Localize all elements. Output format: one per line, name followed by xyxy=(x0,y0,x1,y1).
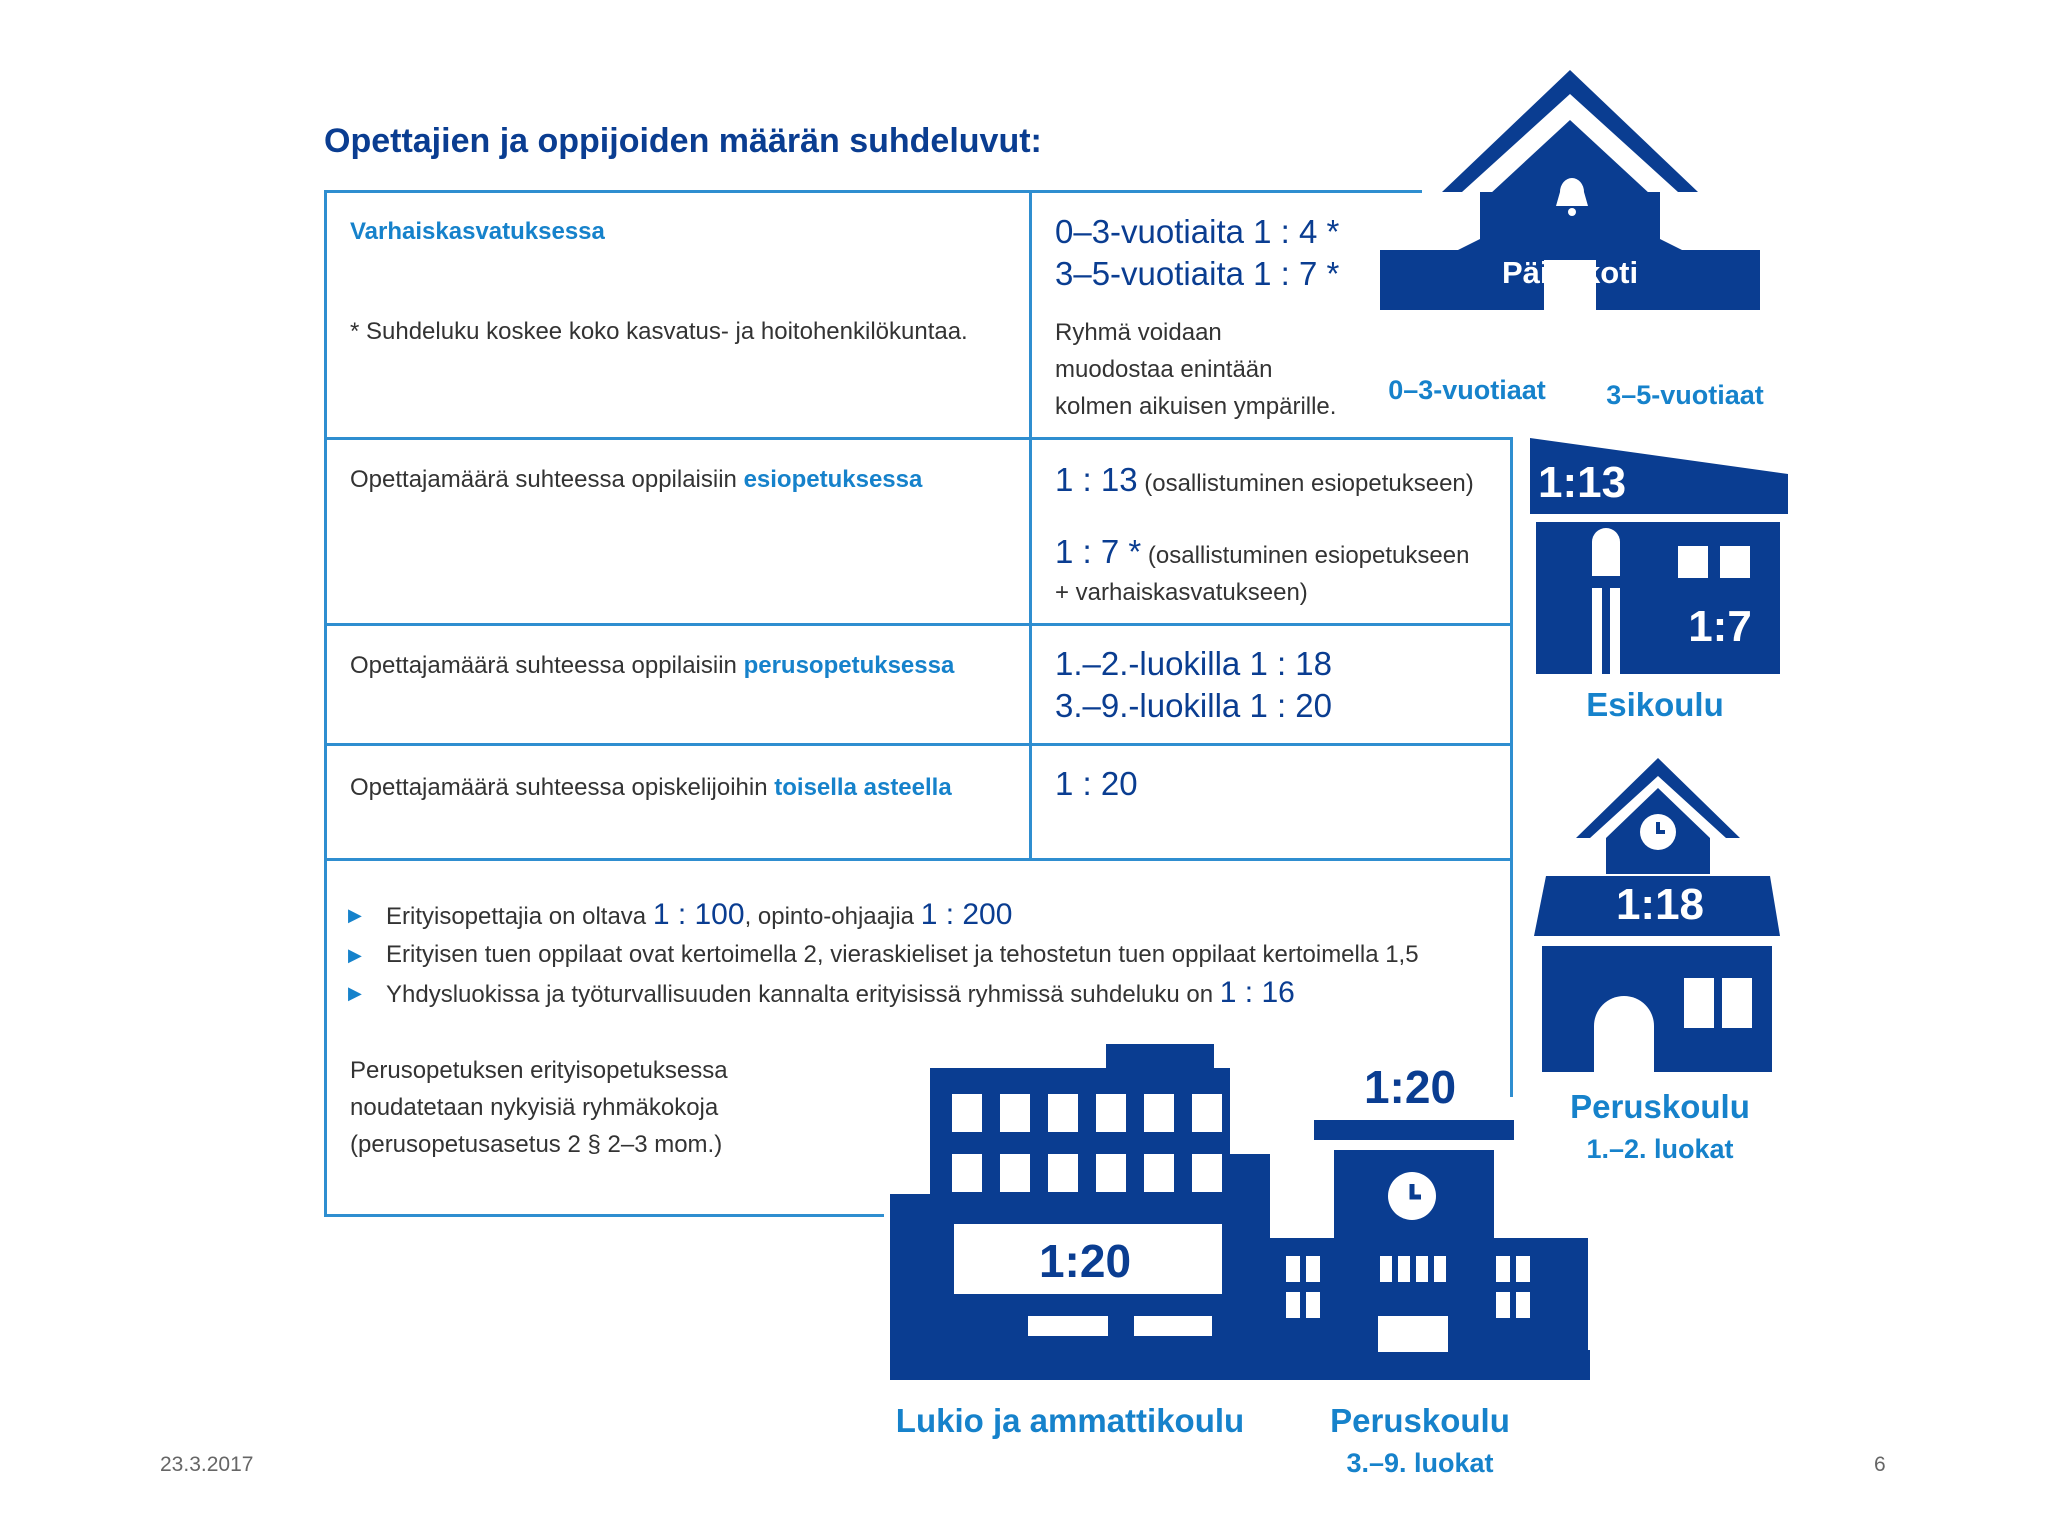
esi-ratio-1-note: (osallistuminen esiopetukseen) xyxy=(1137,470,1474,497)
varhais-note: * Suhdeluku koskee koko kasvatus- ja hoitohenkilökuntaa. xyxy=(350,318,968,345)
esi-label xyxy=(350,466,922,494)
esi-ratio-1-value: 1 : 13 xyxy=(1055,461,1138,498)
page-title: Opettajien ja oppijoiden määrän suhdeluvut: xyxy=(324,122,1042,160)
bullet-3-value: 1 : 16 xyxy=(1219,976,1295,1009)
bullet-3-text: Yhdysluokissa ja työturvallisuuden kannalta erityisissä ryhmissä suhdeluku on xyxy=(386,981,1220,1008)
bullet-item xyxy=(348,936,1419,974)
peruskoulu-12-name: Peruskoulu xyxy=(1570,1088,1750,1125)
paivakoti-left-label: 0–3-vuotiaat xyxy=(1388,375,1546,405)
lukio-name: Lukio ja ammattikoulu xyxy=(895,1402,1245,1439)
bullet-item xyxy=(348,974,1419,1014)
esi-label-prefix: Opettajamäärä suhteessa oppilaisiin xyxy=(350,466,744,493)
bullet-1-value2: 1 : 200 xyxy=(920,898,1013,931)
paivakoti-left-ratio: 1:4 xyxy=(1409,302,1471,349)
special-education-note: Perusopetuksen erityisopetuksessa noudatetaan nykyisiä ryhmäkokoja (perusopetusasetus 2 § 2–3 mom.) xyxy=(350,1057,728,1158)
paivakoti-right-label: 3–5-vuotiaat xyxy=(1606,380,1764,410)
esi-ratio-1 xyxy=(1055,458,1474,503)
peruskoulu-12-sub: 1.–2. luokat xyxy=(1586,1134,1734,1164)
table-divider-row2 xyxy=(324,623,1513,626)
perus-label-bold: perusopetuksessa xyxy=(743,652,955,679)
peruskoulu-39-ratio: 1:20 xyxy=(1363,1061,1457,1113)
toinen-label xyxy=(350,774,952,802)
lukio-ratio: 1:20 xyxy=(1038,1235,1132,1287)
table-border-right xyxy=(1510,437,1513,1097)
bullet-list xyxy=(348,896,1419,1014)
esi-ratio-2-note: (osallistuminen esiopetukseen xyxy=(1141,542,1470,569)
varhais-heading: Varhaiskasvatuksessa xyxy=(350,218,605,245)
varhais-group-note: Ryhmä voidaan muodostaa enintään kolmen aikuisen ympärille. xyxy=(1055,319,1337,420)
table-border-top xyxy=(324,190,1422,193)
footer-page-number: 6 xyxy=(1874,1453,1886,1476)
perus-ratio-line1: 1.–2.-luokilla 1 : 18 xyxy=(1055,645,1333,682)
bullet-item xyxy=(348,896,1419,936)
peruskoulu-39-name: Peruskoulu xyxy=(1330,1402,1510,1439)
paivakoti-name: Päiväkoti xyxy=(1501,255,1639,290)
toinen-label-bold: toisella asteella xyxy=(774,774,952,801)
perus-label xyxy=(350,652,954,680)
bullet-1-mid: , opinto-ohjaajia xyxy=(744,903,921,930)
table-border-left xyxy=(324,190,327,1217)
paivakoti-right-ratio: 1:7 xyxy=(1674,302,1736,349)
esikoulu-ratio-inner: 1:7 xyxy=(1688,602,1752,651)
table-divider-row3 xyxy=(324,743,1513,746)
table-divider-row1 xyxy=(324,437,1513,440)
esi-ratio-2 xyxy=(1055,530,1469,575)
table-divider-col xyxy=(1029,190,1032,860)
esikoulu-name: Esikoulu xyxy=(1586,686,1724,723)
bullet-1-value: 1 : 100 xyxy=(652,898,745,931)
esi-ratio-2-value: 1 : 7 * xyxy=(1055,533,1142,570)
varhais-ratio-line2: 3–5-vuotiaita 1 : 7 * xyxy=(1055,255,1340,292)
esi-ratio-2-note2: + varhaiskasvatukseen) xyxy=(1055,579,1308,606)
esi-label-bold: esiopetuksessa xyxy=(743,466,923,493)
perus-label-prefix: Opettajamäärä suhteessa oppilaisiin xyxy=(350,652,744,679)
toinen-label-prefix: Opettajamäärä suhteessa opiskelijoihin xyxy=(350,774,775,801)
table-border-bottom xyxy=(324,1214,884,1217)
perus-ratio-line2: 3.–9.-luokilla 1 : 20 xyxy=(1055,687,1333,724)
varhais-ratio-line1: 0–3-vuotiaita 1 : 4 * xyxy=(1055,213,1340,250)
footer-date: 23.3.2017 xyxy=(160,1453,254,1476)
peruskoulu-12-ratio: 1:18 xyxy=(1615,880,1705,929)
bullet-2-text: Erityisen tuen oppilaat ovat kertoimella 2, vieraskieliset ja tehostetun tuen oppilaat kertoimella 1,5 xyxy=(386,941,1419,968)
table-divider-row4 xyxy=(324,858,1513,861)
esikoulu-ratio-top: 1:13 xyxy=(1538,458,1627,507)
toinen-ratio: 1 : 20 xyxy=(1055,765,1138,802)
bullet-1-text: Erityisopettajia on oltava xyxy=(386,903,653,930)
peruskoulu-39-sub: 3.–9. luokat xyxy=(1346,1448,1494,1478)
